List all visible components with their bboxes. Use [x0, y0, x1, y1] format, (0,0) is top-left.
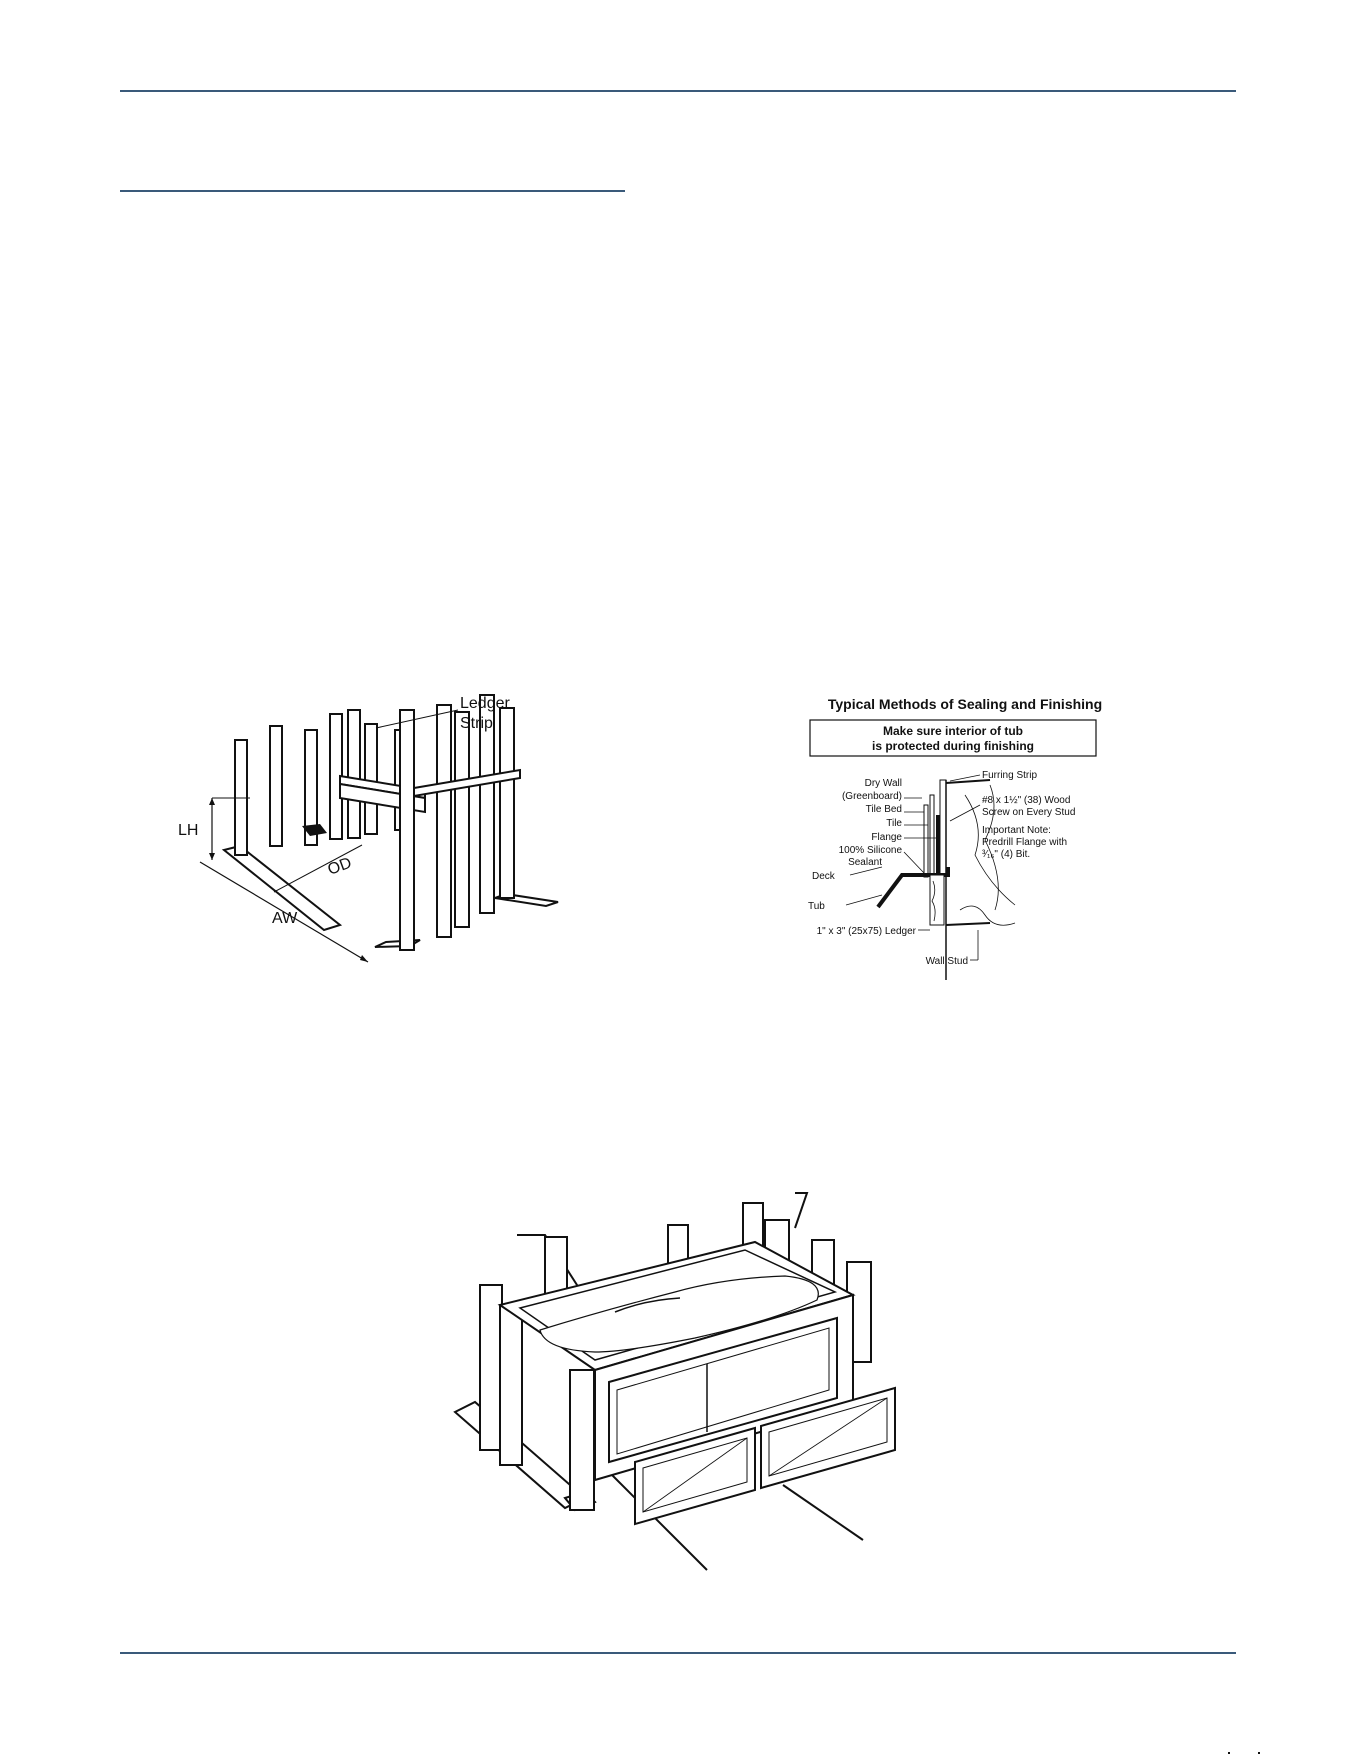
silicone-label: 100% Silicone	[838, 845, 902, 856]
ledger-size-label: 1" x 3" (25x75) Ledger	[816, 926, 916, 937]
od-label: OD	[325, 854, 354, 879]
dry-wall-label: Dry Wall	[864, 778, 902, 789]
framing-figure	[178, 690, 590, 970]
crop-mark	[1258, 1752, 1260, 1754]
sealant-label: Sealant	[848, 857, 882, 868]
tile-bed-label: Tile Bed	[865, 804, 902, 815]
sealing-detail-figure	[800, 695, 1120, 985]
flange-label: Flange	[871, 832, 902, 843]
crop-mark	[1228, 1752, 1230, 1754]
screw-label-1: #8 x 1½" (38) Wood	[982, 795, 1071, 806]
notice-line-2: is protected during finishing	[872, 739, 1034, 753]
strip-label: Strip	[460, 715, 493, 732]
aw-label: AW	[272, 910, 298, 927]
notice-line-1: Make sure interior of tub	[882, 724, 1024, 738]
header-rule	[120, 90, 1236, 92]
ledger-label: Ledger	[460, 695, 510, 712]
greenboard-label: (Greenboard)	[841, 791, 902, 802]
footer-rule	[120, 1652, 1236, 1654]
note-label-2: Predrill Flange with	[982, 837, 1068, 848]
tile-label: Tile	[886, 818, 902, 829]
wall-stud-label: Wall Stud	[925, 956, 968, 967]
deck-label: Deck	[812, 871, 835, 882]
furring-strip-label: Furring Strip	[982, 770, 1038, 781]
tub-access-panel-figure	[445, 1180, 915, 1580]
screw-label-2: Screw on Every Stud	[982, 807, 1076, 818]
note-label-1: Important Note:	[982, 825, 1051, 836]
note-label-3: ³⁄₁₆" (4) Bit.	[982, 849, 1031, 860]
section-rule	[120, 190, 625, 192]
detail-title: Typical Methods of Sealing and Finishing	[827, 696, 1103, 712]
tub-label: Tub	[808, 901, 825, 912]
lh-label: LH	[178, 822, 199, 839]
